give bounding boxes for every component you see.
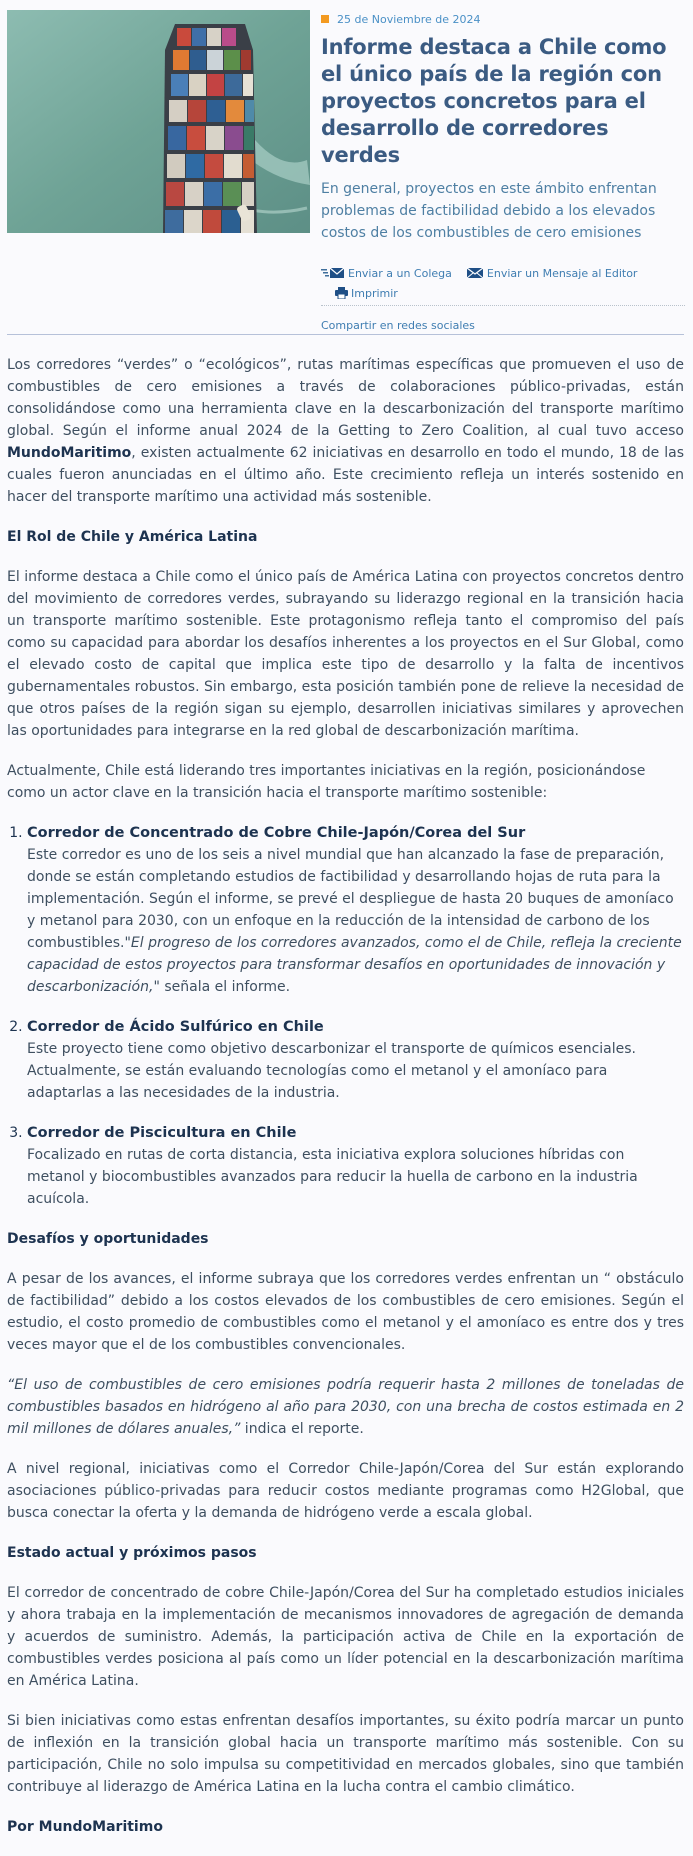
article-actions <box>321 263 685 332</box>
item-tail: señala el informe. <box>159 979 291 995</box>
initiatives-list <box>7 822 684 1210</box>
container-ship-image <box>7 10 310 233</box>
send-editor-label: Enviar un Mensaje al Editor <box>486 266 638 280</box>
paragraph-status: El corredor de concentrado de cobre Chile-Japón/Corea del Sur ha completado estudios iniciales y ahora trabaja en la implementación de mecanismos innovadores de agregación de demanda y acuerdos de suministro. Además, la participación activa de Chile en la exportación de combustibles verdes posiciona al país como un líder potencial en la descarbonización marítima en América Latina. <box>7 1585 684 1689</box>
article-title: Informe destaca a Chile como el único país de la región con proyectos concretos para el desarrollo de corredores verdes <box>321 35 667 167</box>
list-item-body: Focalizado en rutas de corta distancia, esta iniciativa explora soluciones híbridas con metanol y biocombustibles avanzados para reducir la huella de carbono en la industria acuícola. <box>27 1147 638 1207</box>
paragraph-role: El informe destaca a Chile como el único país de América Latina con proyectos concretos dentro del movimiento de corredores verdes, subrayando su liderazgo regional en la transición hacia un transporte marítimo sostenible. Este protagonismo refleja tanto el compromiso del país como su capacidad para abordar los desafíos inherentes a los proyectos en el Sur Global, como el elevado costo de capital que implica este tipo de desarrollo y la falta de incentivos gubernamentales robustos. Sin embargo, esta posición también pone de relieve la necesidad de que otros países de la región sigan su ejemplo, desarrollen iniciativas similares y aprovechen las oportunidades para integrarse en la red global de descarbonización marítima. <box>7 569 684 739</box>
mail-icon <box>466 267 484 279</box>
list-item-body <box>27 844 684 998</box>
intro-text-1: Los corredores “verdes” o “ecológicos”, rutas marítimas específicas que promueven el uso de combustibles de cero emisiones a través de colaboraciones público-privadas, están consolidándose como una herramienta clave en la descarbonización del transporte marítimo global. Según el informe anual 2024 de la Getting to Zero Coalition, al cual tuvo acceso <box>7 357 684 439</box>
actions-row-1 <box>321 263 685 283</box>
date-row <box>321 10 685 28</box>
send-editor-link[interactable] <box>466 267 638 280</box>
list-item-title: 3. Corredor de Piscicultura en Chile <box>27 1125 297 1141</box>
share-social-link[interactable]: Compartir en redes sociales <box>321 319 475 332</box>
actions-row-2 <box>321 283 685 303</box>
printer-icon <box>335 287 348 299</box>
article-body <box>7 354 684 1856</box>
byline: Por MundoMaritimo <box>7 1819 163 1835</box>
list-item-title: 1. Corredor de Concentrado de Cobre Chile-Japón/Corea del Sur <box>27 825 526 841</box>
brand-name: MundoMaritimo <box>7 445 132 461</box>
publish-date: 25 de Noviembre de 2024 <box>337 12 481 26</box>
section-heading-role: El Rol de Chile y América Latina <box>7 529 258 545</box>
article-photo <box>7 10 310 233</box>
list-item <box>27 1122 684 1210</box>
item-body-text: Este corredor es uno de los seis a nivel mundial que han alcanzado la fase de preparación, donde se están completando estudios de factibilidad y desarrollando hojas de ruta para la implementación. Según el informe, se prevé el despliegue de hasta 20 buques de amoníaco y metanol para 2030, con un enfoque en la reducción de la intensidad de carbono de los combustibles. <box>27 847 674 951</box>
paragraph-challenges: A pesar de los avances, el informe subraya que los corredores verdes enfrentan un “ obstáculo de factibilidad” debido a los costos elevados de los combustibles de cero emisiones. Según el estudio, el costo promedio de combustibles como el metanol y el amoníaco es entre dos y tres veces mayor que el de los combustibles convencionales. <box>7 1271 684 1353</box>
report-quote-tail: indica el reporte. <box>240 1421 364 1437</box>
mail-forward-icon <box>321 267 345 279</box>
paragraph-conclusion: Si bien iniciativas como estas enfrentan desafíos importantes, su éxito podría marcar un punto de inflexión en la transición global hacia un transporte marítimo más sostenible. Con su participación, Chile no solo impulsa su competitividad en mercados globales, sino que también contribuye al liderazgo de América Latina en la lucha contra el cambio climático. <box>7 1713 684 1795</box>
send-colleague-label: Enviar a un Colega <box>348 266 452 280</box>
list-item-title: 2. Corredor de Ácido Sulfúrico en Chile <box>27 1019 324 1035</box>
article-header <box>321 10 685 332</box>
print-link[interactable] <box>335 287 398 300</box>
send-colleague-link[interactable] <box>321 267 452 280</box>
paragraph-quote <box>7 1374 684 1440</box>
header-divider <box>7 334 684 335</box>
paragraph-intro <box>7 354 684 508</box>
list-item <box>27 1016 684 1104</box>
section-heading-challenges: Desafíos y oportunidades <box>7 1231 209 1247</box>
list-item <box>27 822 684 998</box>
paragraph-regional: A nivel regional, iniciativas como el Corredor Chile-Japón/Corea del Sur están explorando asociaciones público-privadas para reducir costos mediante programas como H2Global, que busca conectar la oferta y la demanda de hidrógeno verde a escala global. <box>7 1461 684 1521</box>
list-item-body: Este proyecto tiene como objetivo descarbonizar el transporte de químicos esenciales. Actualmente, se están evaluando tecnologías como el metanol y el amoníaco para adaptarlas a las necesidades de la industria. <box>27 1041 636 1101</box>
print-label: Imprimir <box>351 286 398 300</box>
item-quote: "El progreso de los corredores avanzados, como el de Chile, refleja la creciente capacidad de estos proyectos para transformar desafíos en oportunidades de innovación y descarbonización," <box>27 935 682 995</box>
date-marker-icon <box>321 15 329 23</box>
paragraph-initiatives: Actualmente, Chile está liderando tres importantes iniciativas en la región, posicionándose como un actor clave en la transición hacia el transporte marítimo sostenible: <box>7 763 646 801</box>
intro-text-2: , existen actualmente 62 iniciativas en desarrollo en todo el mundo, 18 de las cuales fueron anunciadas en el último año. Este crecimiento refleja un interés sostenido en hacer del transporte marítimo una actividad más sostenible. <box>7 445 684 505</box>
article-subtitle: En general, proyectos en este ámbito enfrentan problemas de factibilidad debido a los elevados costos de los combustibles de cero emisiones <box>321 181 657 241</box>
actions-divider <box>321 305 685 306</box>
section-heading-status: Estado actual y próximos pasos <box>7 1545 257 1561</box>
report-quote: “El uso de combustibles de cero emisiones podría requerir hasta 2 millones de toneladas de combustibles basados en hidrógeno al año para 2030, con una brecha de costos estimada en 2 mil millones de dólares anuales,” <box>7 1377 684 1437</box>
